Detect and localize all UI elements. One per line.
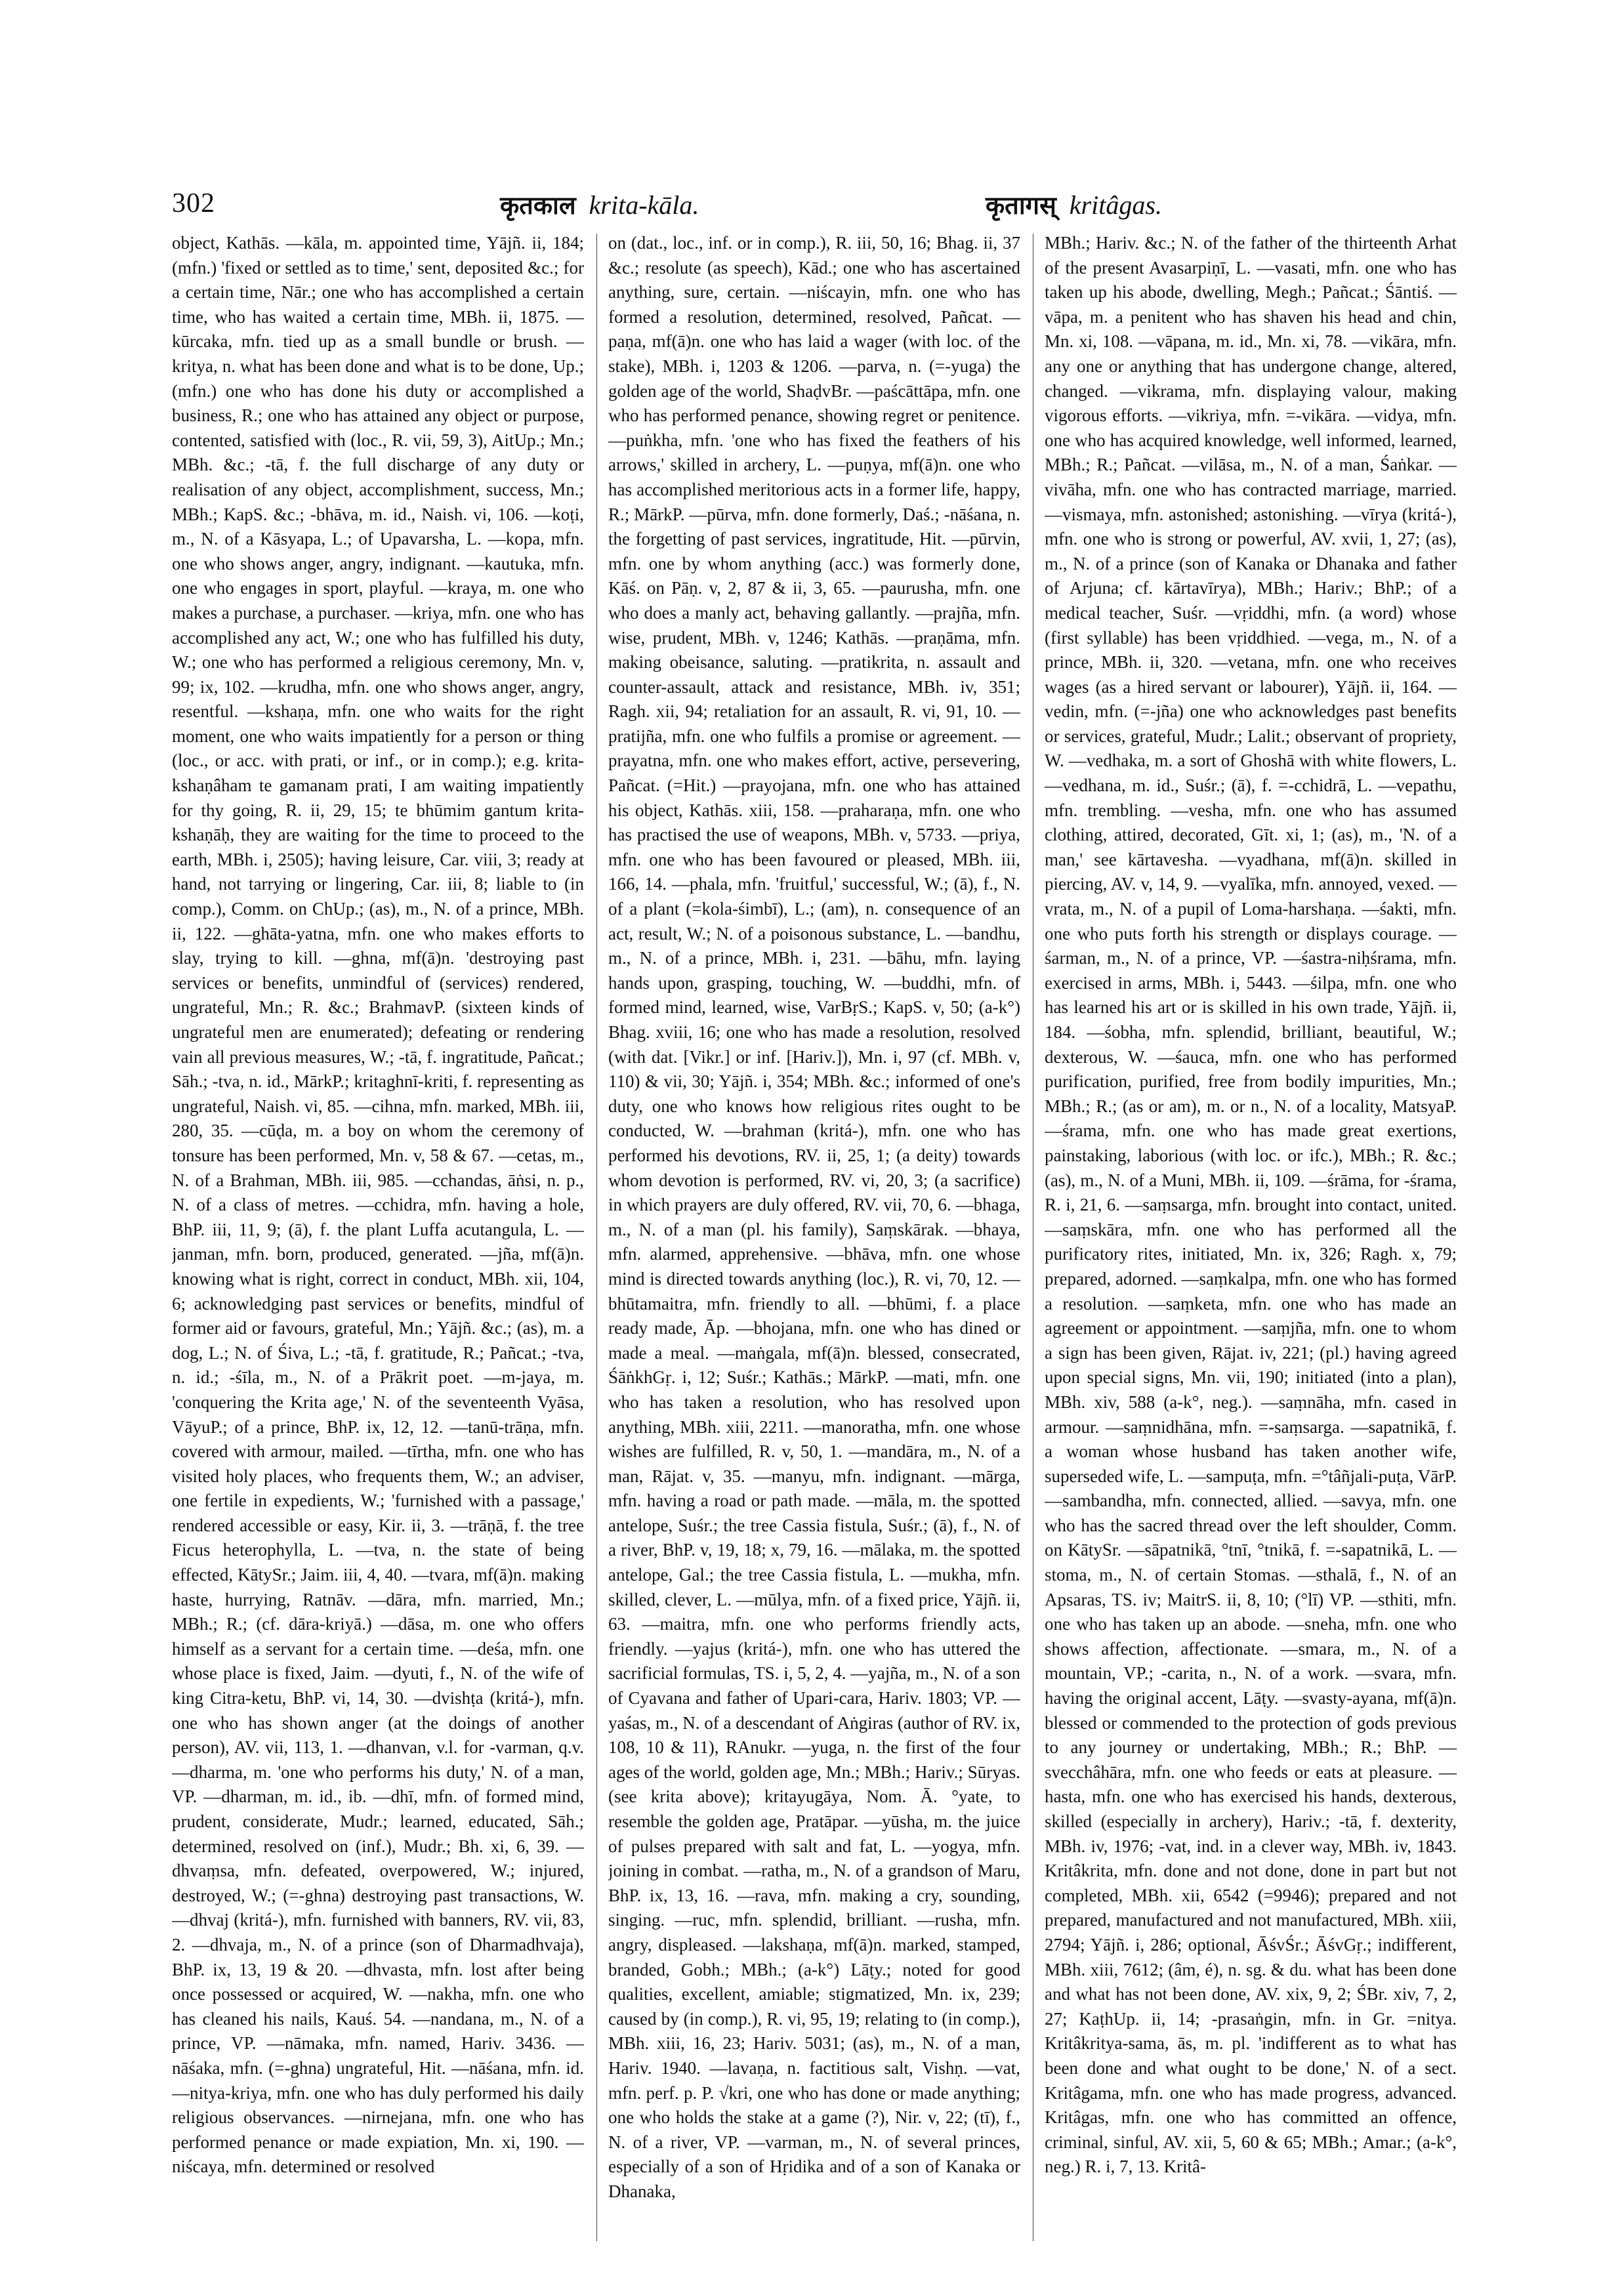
header-right-devanagari: कृतागस् bbox=[986, 191, 1056, 220]
entry-columns bbox=[172, 231, 1457, 2265]
header-right-headword bbox=[986, 188, 1162, 222]
column-divider bbox=[596, 234, 597, 2241]
page-number: 302 bbox=[172, 188, 215, 218]
column-1-text: object, Kathās. —kāla, m. appointed time, Yājñ. ii, 184; (mfn.) 'fixed or settled as to time,' sent, deposited &c.; for a certain time, Nār.; one who has accomplished a certain time, who has waited a certain time, MBh. ii, 1875. —kūrcaka, mfn. tied up as a small bundle or brush. —kritya, n. what has been done and what is to be done, Up.; (mfn.) one who has done his duty or accomplished a business, R.; one who has attained any object or purpose, contented, satisfied with (loc., R. vii, 59, 3), AitUp.; Mn.; MBh. &c.; -tā, f. the full discharge of any duty or realisation of any object, accomplishment, success, Mn.; MBh.; KapS. &c.; -bhāva, m. id., Naish. vi, 106. —koṭi, m., N. of a Kāsyapa, L.; of Upavarsha, L. —kopa, mfn. one who shows anger, angry, indignant. —kautuka, mfn. one who engages in sport, playful. —kraya, m. one who makes a purchase, a purchaser. —kriya, mfn. one who has accomplished any act, W.; one who has fulfilled his duty, W.; one who has performed a religious ceremony, Mn. v, 99; ix, 102. —krudha, mfn. one who shows anger, angry, resentful. —kshaṇa, mfn. one who waits for the right moment, one who waits impatiently for a person or thing (loc., or acc. with prati, or inf., or in comp.); e.g. krita-kshaṇâham te gamanam prati, I am waiting impatiently for thy going, R. ii, 29, 15; te bhūmim gantum krita-kshaṇāḥ, they are waiting for the time to proceed to the earth, MBh. i, 2505); having leisure, Car. viii, 3; ready at hand, not tarrying or lingering, Car. iii, 8; liable to (in comp.), Comm. on ChUp.; (as), m., N. of a prince, MBh. ii, 122. —ghāta-yatna, mfn. one who makes efforts to slay, trying to kill. —ghna, mf(ā)n. 'destroying past services or benefits, unmindful of (services) rendered, ungrateful, Mn.; R. &c.; BrahmavP. (sixteen kinds of ungrateful men are enumerated); defeating or rendering vain all previous measures, W.; -tā, f. ingratitude, Pañcat.; Sāh.; -tva, n. id., MārkP.; kritaghnī-kriti, f. representing as ungrateful, Naish. vi, 85. —cihna, mfn. marked, MBh. iii, 280, 35. —cūḍa, m. a boy on whom the ceremony of tonsure has been performed, Mn. v, 58 & 67. —cetas, m., N. of a Brahman, MBh. iii, 985. —cchandas, āṅsi, n. p., N. of a class of metres. —cchidra, mfn. having a hole, BhP. iii, 11, 9; (ā), f. the plant Luffa acutangula, L. —janman, mfn. born, produced, generated. —jña, mf(ā)n. knowing what is right, correct in conduct, MBh. xii, 104, 6; acknowledging past services or benefits, mindful of former aid or favours, grateful, Mn.; Yājñ. &c.; (as), m. a dog, L.; N. of Śiva, L.; -tā, f. gratitude, R.; Pañcat.; -tva, n. id.; -śīla, m., N. of a Prākrit poet. —m-jaya, m. 'conquering the Krita age,' N. of the seventeenth Vyāsa, VāyuP.; of a prince, BhP. ix, 12, 12. —tanū-trāṇa, mfn. covered with armour, mailed. —tīrtha, mfn. one who has visited holy places, who frequents them, W.; an adviser, one fertile in expedients, W.; 'furnished with a passage,' rendered accessible or easy, Kir. ii, 3. —trāṇā, f. the tree Ficus heterophylla, L. —tva, n. the state of being effected, KātySr.; Jaim. iii, 4, 40. —tvara, mf(ā)n. making haste, hurrying, Ratnāv. —dāra, mfn. married, Mn.; MBh.; R.; (cf. dāra-kriyā.) —dāsa, m. one who offers himself as a servant for a certain time. —deśa, mfn. one whose place is fixed, Jaim. —dyuti, f., N. of the wife of king Citra-ketu, BhP. vi, 14, 30. —dvishṭa (kritá-), mfn. one who has shown anger (at the doings of another person), AV. vii, 113, 1. —dhanvan, v.l. for -varman, q.v. —dharma, m. 'one who performs his duty,' N. of a man, VP. —dharman, m. id., ib. —dhī, mfn. of formed mind, prudent, considerate, Mudr.; learned, educated, Sāh.; determined, resolved on (inf.), Mudr.; Bh. xi, 6, 39. —dhvaṃsa, mfn. defeated, overpowered, W.; injured, destroyed, W.; (=-ghna) destroying past transactions, W. —dhvaj (kritá-), mfn. furnished with banners, RV. vii, 83, 2. —dhvaja, m., N. of a prince (son of Dharmadhvaja), BhP. ix, 13, 19 & 20. —dhvasta, mfn. lost after being once possessed or acquired, W. —nakha, mfn. one who has cleaned his nails, Kauś. 54. —nandana, m., N. of a prince, VP. —nāmaka, mfn. named, Hariv. 3436. —nāśaka, mfn. (=-ghna) ungrateful, Hit. —nāśana, mfn. id. —nitya-kriya, mfn. one who has duly performed his daily religious observances. —nirnejana, mfn. one who has performed penance or made expiation, Mn. xi, 190. —niścaya, mfn. determined or resolved bbox=[172, 233, 584, 2177]
header-left-devanagari: कृतकाल bbox=[500, 191, 576, 220]
column-2-text: on (dat., loc., inf. or in comp.), R. iii, 50, 16; Bhag. ii, 37 &c.; resolute (as speech), Kād.; one who has ascertained anything, sure, certain. —niścayin, mfn. one who has formed a resolution, determined, resolved, Pañcat. —paṇa, mf(ā)n. one who has laid a wager (with loc. of the stake), MBh. i, 1203 & 1206. —parva, n. (=-yuga) the golden age of the world, ShaḍvBr. —paścāttāpa, mfn. one who has performed penance, showing regret or penitence. —puṅkha, mfn. 'one who has fixed the feathers of his arrows,' skilled in archery, L. —puṇya, mf(ā)n. one who has accomplished meritorious acts in a former life, happy, R.; MārkP. —pūrva, mfn. done formerly, Daś.; -nāśana, n. the forgetting of past services, ingratitude, Hit. —pūrvin, mfn. one by whom anything (acc.) was formerly done, Kāś. on Pāṇ. v, 2, 87 & ii, 3, 65. —paurusha, mfn. one who does a manly act, behaving gallantly. —prajña, mfn. wise, prudent, MBh. v, 1246; Kathās. —praṇāma, mfn. making obeisance, saluting. —pratikrita, n. assault and counter-assault, attack and resistance, MBh. iv, 351; Ragh. xii, 94; retaliation for an assault, R. vi, 91, 10. —pratijña, mfn. one who fulfils a promise or agreement. —prayatna, mfn. one who makes effort, active, persevering, Pañcat. (=Hit.) —prayojana, mfn. one who has attained his object, Kathās. xiii, 158. —praharaṇa, mfn. one who has practised the use of weapons, MBh. v, 5733. —priya, mfn. one who has been favoured or pleased, MBh. iii, 166, 14. —phala, mfn. 'fruitful,' successful, W.; (ā), f., N. of a plant (=kola-śimbī), L.; (am), n. consequence of an act, result, W.; N. of a poisonous substance, L. —bandhu, m., N. of a prince, MBh. i, 231. —bāhu, mfn. laying hands upon, grasping, touching, W. —buddhi, mfn. of formed mind, learned, wise, VarBṛS.; KapS. v, 50; (a-k°) Bhag. xviii, 16; one who has made a resolution, resolved (with dat. [Vikr.] or inf. [Hariv.]), Mn. i, 97 (cf. MBh. v, 110) & vii, 30; Yājñ. i, 354; MBh. &c.; informed of one's duty, one who knows how religious rites ought to be conducted, W. —brahman (kritá-), mfn. one who has performed his devotions, RV. ii, 25, 1; (a deity) towards whom devotion is performed, RV. vi, 20, 3; (a sacrifice) in which prayers are duly offered, RV. vii, 70, 6. —bhaga, m., N. of a man (pl. his family), Saṃskārak. —bhaya, mfn. alarmed, apprehensive. —bhāva, mfn. one whose mind is directed towards anything (loc.), R. vi, 70, 12. —bhūtamaitra, mfn. friendly to all. —bhūmi, f. a place ready made, Āp. —bhojana, mfn. one who has dined or made a meal. —maṅgala, mf(ā)n. blessed, consecrated, ŚāṅkhGṛ. i, 12; Suśr.; Kathās.; MārkP. —mati, mfn. one who has taken a resolution, who has resolved upon anything, MBh. xiii, 2211. —manoratha, mfn. one whose wishes are fulfilled, R. v, 50, 1. —mandāra, m., N. of a man, Rājat. v, 35. —manyu, mfn. indignant. —mārga, mfn. having a road or path made. —māla, m. the spotted antelope, Suśr.; the tree Cassia fistula, Suśr.; (ā), f., N. of a river, BhP. v, 19, 18; x, 79, 16. —mālaka, m. the spotted antelope, Gal.; the tree Cassia fistula, L. —mukha, mfn. skilled, clever, L. —mūlya, mfn. of a fixed price, Yājñ. ii, 63. —maitra, mfn. one who performs friendly acts, friendly. —yajus (kritá-), mfn. one who has uttered the sacrificial formulas, TS. i, 5, 2, 4. —yajña, m., N. of a son of Cyavana and father of Upari-cara, Hariv. 1803; VP. —yaśas, m., N. of a descendant of Aṅgiras (author of RV. ix, 108, 10 & 11), RAnukr. —yuga, n. the first of the four ages of the world, golden age, Mn.; MBh.; Hariv.; Sūryas. (see krita above); kritayugāya, Nom. Ā. °yate, to resemble the golden age, Pratāpar. —yūsha, m. the juice of pulses prepared with salt and fat, L. —yogya, mfn. joining in combat. —ratha, m., N. of a grandson of Maru, BhP. ix, 13, 16. —rava, mfn. making a cry, sounding, singing. —ruc, mfn. splendid, brilliant. —rusha, mfn. angry, displeased. —lakshaṇa, mf(ā)n. marked, stamped, branded, Gobh.; MBh.; (a-k°) Lāṭy.; noted for good qualities, excellent, amiable; stigmatized, Mn. ix, 239; caused by (in comp.), R. vi, 95, 19; relating to (in comp.), MBh. xiii, 16, 23; Hariv. 5031; (as), m., N. of a man, Hariv. 1940. —lavaṇa, n. factitious salt, Vishṇ. —vat, mfn. perf. p. P. √kri, one who has done or made anything; one who holds the stake at a game (?), Nir. v, 22; (tī), f., N. of a river, VP. —varman, m., N. of several princes, especially of a son of Hṛidika and of a son of Kanaka or Dhanaka, bbox=[608, 233, 1020, 2201]
header-left-headword bbox=[500, 188, 699, 222]
header-right-transliteration: kritâgas. bbox=[1069, 190, 1162, 220]
column-3-text: MBh.; Hariv. &c.; N. of the father of the thirteenth Arhat of the present Avasarpiṇī, L. —vasati, mfn. one who has taken up his abode, dwelling, Megh.; Pañcat.; Śāntiś. —vāpa, m. a penitent who has shaven his head and chin, Mn. xi, 108. —vāpana, m. id., Mn. xi, 78. —vikāra, mfn. any one or anything that has undergone change, altered, changed. —vikrama, mfn. displaying valour, making vigorous efforts. —vikriya, mfn. =-vikāra. —vidya, mfn. one who has acquired knowledge, well informed, learned, MBh.; R.; Pañcat. —vilāsa, m., N. of a man, Śaṅkar. —vivāha, mfn. one who has contracted marriage, married. —vismaya, mfn. astonished; astonishing. —vīrya (kritá-), mfn. one who is strong or powerful, AV. xvii, 1, 27; (as), m., N. of a prince (son of Kanaka or Dhanaka and father of Arjuna; cf. kārtavīrya), MBh.; Hariv.; BhP.; of a medical teacher, Suśr. —vṛiddhi, mfn. (a word) whose (first syllable) has been vṛiddhied. —vega, m., N. of a prince, MBh. ii, 320. —vetana, mfn. one who receives wages (as a hired servant or labourer), Yājñ. ii, 164. —vedin, mfn. (=-jña) one who acknowledges past benefits or services, grateful, Mudr.; Lalit.; observant of propriety, W. —vedhaka, m. a sort of Ghoshā with white flowers, L. —vedhana, m. id., Suśr.; (ā), f. =-cchidrā, L. —vepathu, mfn. trembling. —vesha, mfn. one who has assumed clothing, attired, decorated, Gīt. xi, 1; (as), m., 'N. of a man,' see kārtavesha. —vyadhana, mf(ā)n. skilled in piercing, AV. v, 14, 9. —vyalīka, mfn. annoyed, vexed. —vrata, m., N. of a pupil of Loma-harshaṇa. —śakti, mfn. one who puts forth his strength or displays courage. —śarman, m., N. of a prince, VP. —śastra-niḥśrama, mfn. exercised in arms, MBh. i, 5443. —śilpa, mfn. one who has learned his art or is skilled in his own trade, Yājñ. ii, 184. —śobha, mfn. splendid, brilliant, beautiful, W.; dexterous, W. —śauca, mfn. one who has performed purification, purified, free from bodily impurities, Mn.; MBh.; R.; (as or am), m. or n., N. of a locality, MatsyaP. —śrama, mfn. one who has made great exertions, painstaking, laborious (with loc. or ifc.), MBh.; R. &c.; (as), m., N. of a Muni, MBh. ii, 109. —śrāma, for -śrama, R. i, 21, 6. —saṃsarga, mfn. brought into contact, united. —saṃskāra, mfn. one who has performed all the purificatory rites, initiated, Mn. ix, 326; Ragh. x, 79; prepared, adorned. —saṃkalpa, mfn. one who has formed a resolution. —saṃketa, mfn. one who has made an agreement or appointment. —saṃjña, mfn. one to whom a sign has been given, Rājat. iv, 221; (pl.) having agreed upon special signs, Mn. vii, 190; initiated (into a plan), MBh. xiv, 588 (a-k°, neg.). —saṃnāha, mfn. cased in armour. —saṃnidhāna, mfn. =-saṃsarga. —sapatnikā, f. a woman whose husband has taken another wife, superseded wife, L. —sampuṭa, mfn. =°tâñjali-puṭa, VārP. —sambandha, mfn. connected, allied. —savya, mfn. one who has the sacred thread over the left shoulder, Comm. on KātySr. —sāpatnikā, °tnī, °tnikā, f. =-sapatnikā, L. —stoma, m., N. of certain Stomas. —sthalā, f., N. of an Apsaras, TS. iv; MaitrS. ii, 8, 10; (°lī) VP. —sthiti, mfn. one who has taken up an abode. —sneha, mfn. one who shows affection, affectionate. —smara, m., N. of a mountain, VP.; -carita, n., N. of a work. —svara, mfn. having the original accent, Lāṭy. —svasty-ayana, mf(ā)n. blessed or commended to the protection of gods previous to any journey or undertaking, MBh.; R.; BhP. —svecchâhāra, mfn. one who feeds or eats at pleasure. —hasta, mfn. one who has exercised his hands, dexterous, skilled (especially in archery), Hariv.; -tā, f. dexterity, MBh. iv, 1976; -vat, ind. in a clever way, MBh. iv, 1843. Kritâkrita, mfn. done and not done, done in part but not completed, MBh. xii, 6542 (=9946); prepared and not prepared, manufactured and not manufactured, MBh. xiii, 2794; Yājñ. i, 286; optional, ĀśvŚr.; ĀśvGṛ.; indifferent, MBh. xiii, 7612; (âm, é), n. sg. & du. what has been done and what has not been done, AV. xix, 9, 2; ŚBr. xiv, 7, 2, 27; KaṭhUp. ii, 14; -prasaṅgin, mfn. in Gr. =nitya. Kritâkritya-sama, ās, m. pl. 'indifferent as to what has been done and what ought to be done,' N. of a sect. Kritâgama, mfn. one who has made progress, advanced. Kritâgas, mfn. one who has committed an offence, criminal, sinful, AV. xii, 5, 60 & 65; MBh.; Amar.; (a-k°, neg.) R. i, 7, 13. Kritâ- bbox=[1045, 233, 1457, 2177]
header-left-transliteration: krita-kāla. bbox=[589, 190, 699, 220]
page-header bbox=[172, 188, 1457, 227]
